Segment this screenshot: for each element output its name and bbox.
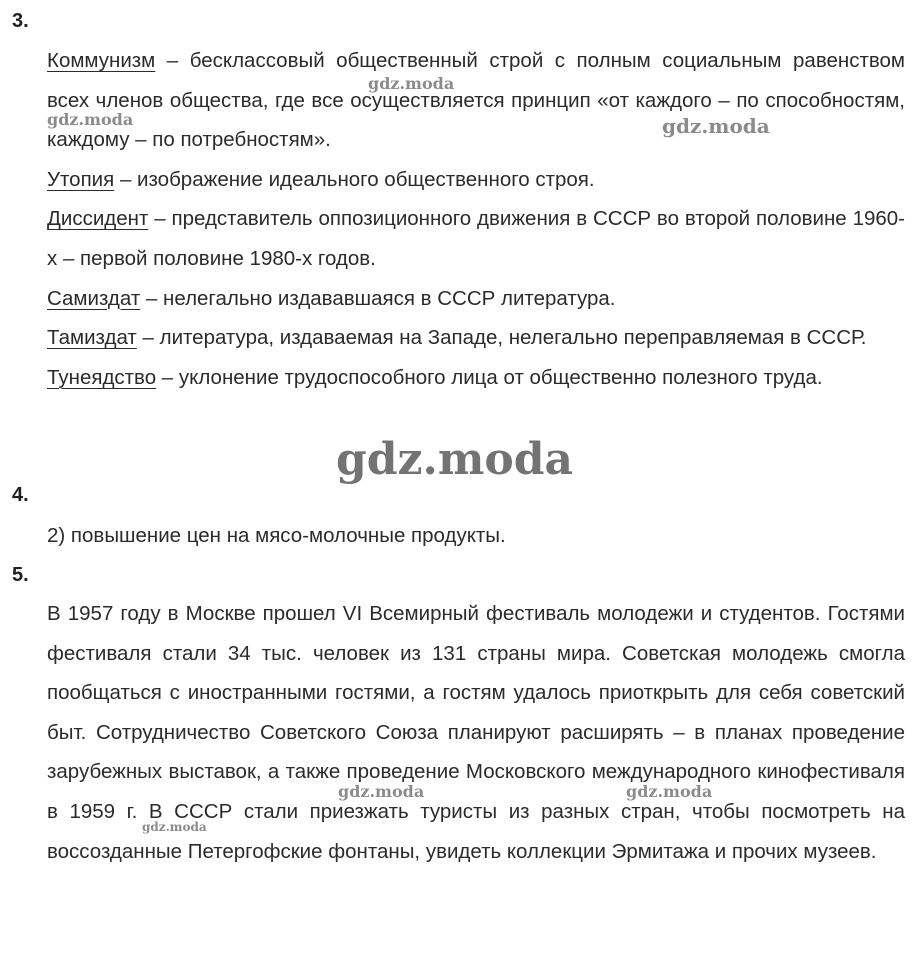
watermark: gdz.moda (47, 110, 134, 129)
definition-communism (47, 41, 905, 160)
watermark: gdz.moda (338, 782, 425, 801)
definition-communism-text: – бесклассовый общественный строй с полным социальным равенством всех членов общества, где все осуществляется принцип «от каждого – по способностям, каждому – по потребностям». (47, 49, 905, 152)
definition-samizdat (47, 279, 905, 319)
section-3-number: 3. (12, 10, 29, 32)
definition-tamizdat (47, 318, 905, 358)
term-samizdat: Самиздат (47, 286, 141, 310)
section-4-answer: 2) повышение цен на мясо-молочные продукты. (47, 524, 506, 547)
definition-samizdat-text: – нелегально издававшаяся в СССР литература. (140, 286, 616, 310)
term-tamizdat: Тамиздат (47, 326, 137, 350)
definition-dissident-text: – представитель оппозиционного движения в СССР во второй половине 1960-х – первой половине 1980-х годов. (47, 207, 905, 270)
definition-tuneyadstvo (47, 358, 905, 398)
watermark-large: gdz.moda (336, 434, 574, 485)
section-5-number: 5. (12, 564, 29, 586)
term-tuneyadstvo: Тунеядство (47, 365, 157, 389)
section-4-number: 4. (12, 484, 29, 506)
section-4-answer-block (47, 516, 905, 556)
definition-dissident (47, 199, 905, 278)
section-5-paragraph: В 1957 году в Москве прошел VI Всемирный фестиваль молодежи и студентов. Гостями фестиваля стали 34 тыс. человек из 131 страны мира. Советская молодежь смогла пообщаться с иностранными гостями, а гостям удалось приоткрыть для себя советский быт. Сотрудничество Советского Союза планируют расширять – в планах проведение зарубежных выставок, а также проведение Московского международного кинофестиваля в 1959 г. В СССР стали приезжать туристы из разных стран, чтобы посмотреть на воссозданные Петергофские фонтаны, увидеть коллекции Эрмитажа и прочих музеев. (47, 602, 905, 863)
watermark: gdz.moda (142, 820, 207, 834)
definition-utopia-text: – изображение идеального общественного строя. (114, 167, 595, 191)
term-communism: Коммунизм (47, 49, 156, 72)
section-3-definitions (47, 41, 905, 397)
definition-utopia (47, 160, 905, 200)
watermark: gdz.moda (662, 114, 770, 138)
watermark: gdz.moda (368, 74, 455, 93)
watermark: gdz.moda (626, 782, 713, 801)
term-dissident: Диссидент (47, 207, 149, 231)
definition-tamizdat-text: – литература, издаваемая на Западе, нелегально переправляемая в СССР. (136, 326, 867, 350)
definition-tuneyadstvo-text: – уклонение трудоспособного лица от общественно полезного труда. (156, 365, 823, 389)
term-utopia: Утопия (47, 167, 115, 191)
